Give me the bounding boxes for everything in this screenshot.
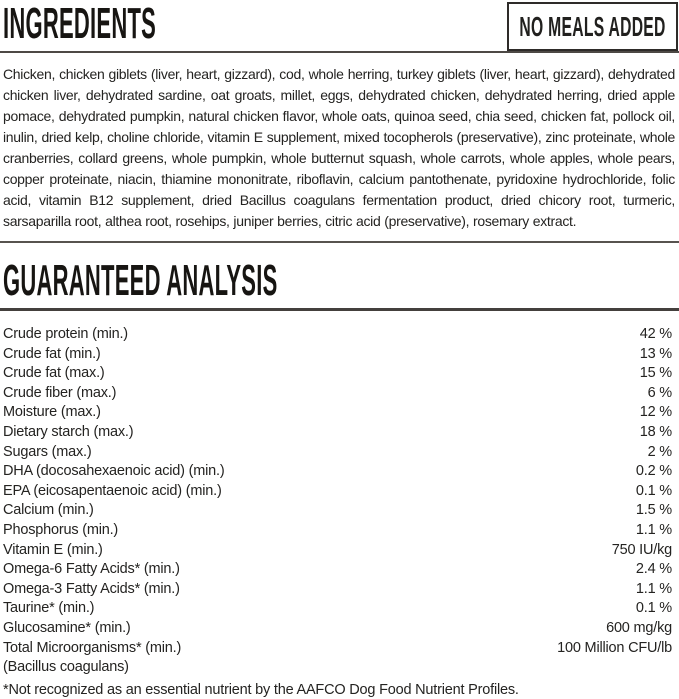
nutrient-value: 1.5 % xyxy=(635,502,672,519)
analysis-row xyxy=(3,619,672,639)
no-meals-added-label: NO MEALS ADDED xyxy=(519,10,666,42)
analysis-header xyxy=(0,243,679,311)
nutrient-value: 0.1 % xyxy=(635,482,672,499)
nutrient-value: 18 % xyxy=(639,423,672,440)
analysis-footnote: *Not recognized as an essential nutrient by the AAFCO Dog Food Nutrient Profiles. xyxy=(3,681,519,698)
nutrient-label: Crude fat (min.) xyxy=(3,345,101,362)
nutrient-label: Crude protein (min.) xyxy=(3,326,128,342)
nutrient-label: Total Microorganisms* (min.) xyxy=(3,639,182,656)
analysis-title: GUARANTEED ANALYSIS xyxy=(3,256,278,305)
analysis-row xyxy=(3,599,672,619)
analysis-row xyxy=(3,501,672,521)
ingredients-header xyxy=(0,0,679,53)
nutrient-label: Calcium (min.) xyxy=(3,502,94,519)
analysis-row xyxy=(3,462,672,482)
ingredients-body xyxy=(0,53,679,241)
analysis-row xyxy=(3,423,672,443)
nutrient-value: 15 % xyxy=(639,365,672,382)
guaranteed-analysis-section xyxy=(0,243,679,699)
nutrient-label: Crude fat (max.) xyxy=(3,365,105,382)
nutrient-label: Glucosamine* (min.) xyxy=(3,619,131,636)
nutrient-value: 1.1 % xyxy=(635,521,672,538)
nutrient-value: 100 Million CFU/lb xyxy=(557,639,672,656)
nutrient-label: Phosphorus (min.) xyxy=(3,521,119,538)
nutrient-value: 0.2 % xyxy=(635,463,672,480)
nutrient-label: EPA (eicosapentaenoic acid) (min.) xyxy=(3,482,222,499)
nutrient-value: 1.1 % xyxy=(635,580,672,597)
analysis-row xyxy=(3,403,672,423)
nutrient-value: 12 % xyxy=(639,404,672,421)
nutrient-value: 750 IU/kg xyxy=(611,541,672,558)
analysis-row xyxy=(3,482,672,502)
analysis-row xyxy=(3,345,672,365)
analysis-row xyxy=(3,580,672,600)
analysis-row xyxy=(3,443,672,463)
analysis-row xyxy=(3,541,672,561)
nutrient-value: 42 % xyxy=(639,326,672,342)
ingredients-section xyxy=(0,0,679,241)
nutrient-label: Moisture (max.) xyxy=(3,404,101,421)
nutrient-value: 6 % xyxy=(647,384,672,401)
nutrient-value: 13 % xyxy=(639,345,672,362)
nutrient-label: Omega-6 Fatty Acids* (min.) xyxy=(3,561,180,578)
nutrient-label: Sugars (max.) xyxy=(3,443,92,460)
analysis-row xyxy=(3,521,672,541)
analysis-row xyxy=(3,384,672,404)
ingredients-title: INGREDIENTS xyxy=(3,0,157,48)
ingredients-text: Chicken, chicken giblets (liver, heart, gizzard), cod, whole herring, turkey giblets (liver, heart, gizzard), dehydrated chicken liver, dehydrated sardine, oat groats, millet, eggs, dehydrated chicken, dehydrated herring, dried apple pomace, dehydrated pumpkin, natural chicken flavor, whole oats, quinoa seed, chia seed, chicken fat, pollock oil, inulin, dried kelp, choline chloride, vitamin E supplement, mixed tocopherols (preservative), zinc proteinate, whole cranberries, collard greens, whole pumpkin, whole butternut squash, whole carrots, whole apples, whole pears, copper proteinate, niacin, thiamine mononitrate, riboflavin, calcium pantothenate, pyridoxine hydrochloride, folic acid, vitamin B12 supplement, dried Bacillus coagulans fermentation product, dried chicory root, turmeric, sarsaparilla root, althea root, rosehips, juniper berries, citric acid (preservative), rosemary extract. xyxy=(3,66,675,229)
analysis-row xyxy=(3,364,672,384)
nutrient-label: Taurine* (min.) xyxy=(3,600,95,617)
analysis-row xyxy=(3,658,672,678)
nutrient-value: 600 mg/kg xyxy=(606,619,672,636)
analysis-table xyxy=(0,325,679,678)
nutrient-value: 2.4 % xyxy=(635,561,672,578)
nutrient-label: (Bacillus coagulans) xyxy=(3,659,129,676)
analysis-row xyxy=(3,560,672,580)
analysis-row xyxy=(3,325,672,345)
nutrient-value: 2 % xyxy=(647,443,672,460)
analysis-row xyxy=(3,639,672,659)
nutrient-label: Dietary starch (max.) xyxy=(3,423,134,440)
nutrient-label: Crude fiber (max.) xyxy=(3,384,117,401)
nutrient-label: DHA (docosahexaenoic acid) (min.) xyxy=(3,463,225,480)
nutrient-value: 0.1 % xyxy=(635,600,672,617)
nutrient-label: Omega-3 Fatty Acids* (min.) xyxy=(3,580,180,597)
no-meals-added-badge xyxy=(507,2,678,51)
nutrient-label: Vitamin E (min.) xyxy=(3,541,103,558)
